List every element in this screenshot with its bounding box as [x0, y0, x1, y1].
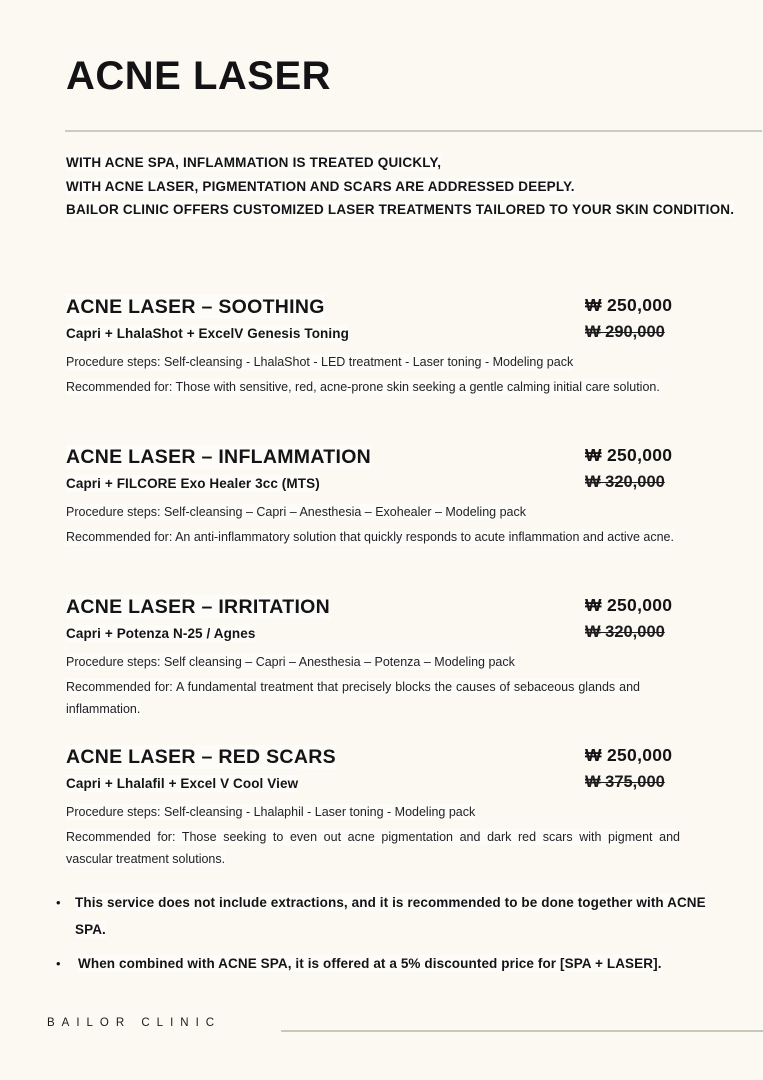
intro-paragraph [66, 156, 734, 227]
bullet-icon: • [56, 895, 61, 910]
price-block [585, 295, 672, 342]
price-block [585, 445, 672, 492]
treatment-section-soothing [66, 294, 686, 399]
original-price-strikethrough: ₩ 320,000 [585, 623, 665, 641]
notes-list [56, 889, 708, 977]
original-price-strikethrough: ₩ 375,000 [585, 773, 665, 791]
treatment-combo: Capri + FILCORE Exo Healer 3cc (MTS) [66, 476, 320, 491]
treatment-name: ACNE LASER – IRRITATION [66, 596, 331, 618]
treatment-section-red-scars [66, 744, 686, 870]
current-price: ₩ 250,000 [585, 445, 673, 465]
note-item [56, 950, 708, 977]
intro-line: BAILOR CLINIC OFFERS CUSTOMIZED LASER TREATMENTS TAILORED TO YOUR SKIN CONDITION. [66, 202, 735, 217]
current-price: ₩ 250,000 [585, 295, 673, 315]
original-price-strikethrough: ₩ 290,000 [585, 323, 665, 341]
intro-line: WITH ACNE LASER, PIGMENTATION AND SCARS ARE ADDRESSED DEEPLY. [66, 178, 575, 194]
treatment-combo: Capri + Lhalafil + Excel V Cool View [66, 776, 299, 791]
price-block [585, 595, 672, 642]
treatment-recommended: Recommended for: Those seeking to even out acne pigmentation and dark red scars with pigment and vascular treatment solutions. [66, 830, 680, 866]
treatment-name: ACNE LASER – INFLAMMATION [66, 446, 372, 468]
treatment-procedure: Procedure steps: Self cleansing – Capri – Anesthesia – Potenza – Modeling pack [66, 655, 515, 669]
treatment-section-inflammation [66, 444, 686, 549]
treatment-combo: Capri + LhalaShot + ExcelV Genesis Toning [66, 326, 349, 341]
current-price: ₩ 250,000 [585, 595, 673, 615]
treatment-section-irritation [66, 594, 686, 720]
treatment-procedure: Procedure steps: Self-cleansing – Capri – Anesthesia – Exohealer – Modeling pack [66, 505, 526, 519]
treatment-name: ACNE LASER – SOOTHING [66, 296, 325, 318]
price-block [585, 745, 672, 792]
original-price-strikethrough: ₩ 320,000 [585, 473, 665, 491]
treatment-procedure: Procedure steps: Self-cleansing - Lhalaphil - Laser toning - Modeling pack [66, 805, 476, 819]
note-item [56, 889, 708, 943]
header-divider [65, 130, 762, 132]
note-text: This service does not include extractions, and it is recommended to be done together with ACNE SPA. [75, 895, 706, 937]
clinic-brand-wordmark: BAILOR CLINIC [47, 1017, 222, 1029]
intro-line: WITH ACNE SPA, INFLAMMATION IS TREATED QUICKLY, [66, 155, 442, 170]
footer-divider [281, 1030, 763, 1032]
treatment-procedure: Procedure steps: Self-cleansing - LhalaShot - LED treatment - Laser toning - Modeling pack [66, 355, 574, 369]
treatment-recommended: Recommended for: Those with sensitive, red, acne-prone skin seeking a gentle calming initial care solution. [66, 380, 660, 394]
treatment-name: ACNE LASER – RED SCARS [66, 746, 336, 768]
treatment-recommended: Recommended for: An anti-inflammatory solution that quickly responds to acute inflammation and active acne. [66, 530, 674, 544]
current-price: ₩ 250,000 [585, 745, 673, 765]
bullet-icon: • [56, 956, 61, 971]
page-title: ACNE LASER [66, 54, 332, 98]
note-text: When combined with ACNE SPA, it is offered at a 5% discounted price for [SPA + LASER]. [78, 956, 662, 971]
treatment-combo: Capri + Potenza N-25 / Agnes [66, 626, 256, 641]
treatment-recommended: Recommended for: A fundamental treatment that precisely blocks the causes of sebaceous glands and inflammation. [66, 680, 640, 716]
